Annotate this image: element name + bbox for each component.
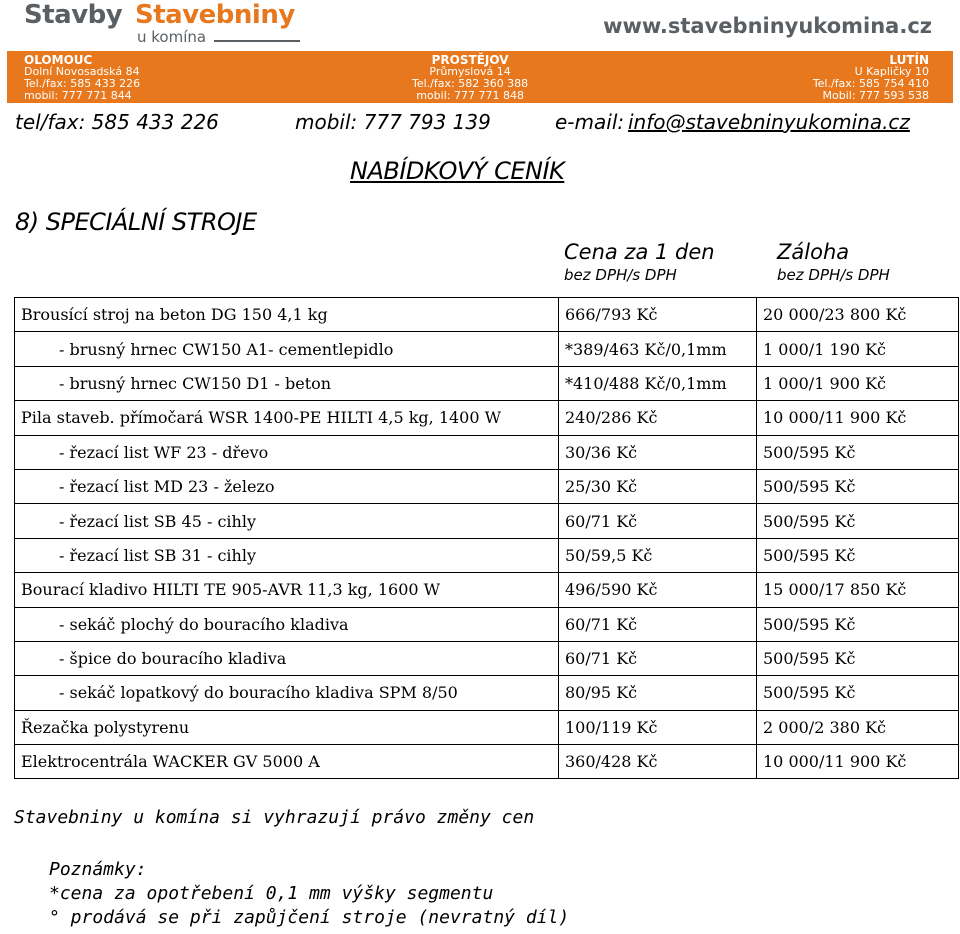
table-row xyxy=(15,641,959,675)
item-price: 60/71 Kč xyxy=(559,607,757,641)
item-deposit: 500/595 Kč xyxy=(757,641,959,675)
item-price: 100/119 Kč xyxy=(559,710,757,744)
item-deposit: 1 000/1 900 Kč xyxy=(757,366,959,400)
logo-word-stavebniny: Stavebniny xyxy=(135,0,295,30)
contact-mobile: mobil: 777 793 139 xyxy=(295,110,491,134)
item-name: Pila staveb. přímočará WSR 1400-PE HILTI 4,5 kg, 1400 W xyxy=(15,401,559,435)
branch-mobile: Mobil: 777 593 538 xyxy=(822,89,929,102)
column-header-price-main: Cena za 1 den xyxy=(564,240,715,264)
item-name: Elektrocentrála WACKER GV 5000 A xyxy=(15,745,559,779)
item-name: - sekáč plochý do bouracího kladiva xyxy=(15,607,559,641)
branch-bar xyxy=(7,51,953,103)
contact-line xyxy=(0,110,960,136)
item-deposit: 20 000/23 800 Kč xyxy=(757,298,959,332)
table-row xyxy=(15,607,959,641)
price-table xyxy=(14,297,959,779)
item-deposit: 500/595 Kč xyxy=(757,607,959,641)
item-name: - řezací list WF 23 - dřevo xyxy=(15,435,559,469)
page-title: NABÍDKOVÝ CENÍK xyxy=(350,157,565,185)
contact-email-link[interactable]: info@stavebninyukomina.cz xyxy=(628,110,910,134)
item-name: Bourací kladivo HILTI TE 905-AVR 11,3 kg, 1600 W xyxy=(15,573,559,607)
table-row xyxy=(15,504,959,538)
table-row xyxy=(15,745,959,779)
item-price: 30/36 Kč xyxy=(559,435,757,469)
contact-tel: tel/fax: 585 433 226 xyxy=(15,110,219,134)
table-row xyxy=(15,710,959,744)
item-price: 60/71 Kč xyxy=(559,641,757,675)
item-price: *389/463 Kč/0,1mm xyxy=(559,332,757,366)
branch-phone: Tel./fax: 585 754 410 xyxy=(812,77,929,90)
item-deposit: 500/595 Kč xyxy=(757,469,959,503)
branch-name: OLOMOUC xyxy=(24,53,93,67)
item-price: 360/428 Kč xyxy=(559,745,757,779)
branch-name: PROSTĚJOV xyxy=(431,53,509,67)
item-deposit: 1 000/1 190 Kč xyxy=(757,332,959,366)
item-name: - řezací list SB 31 - cihly xyxy=(15,538,559,572)
table-row xyxy=(15,401,959,435)
item-price: 50/59,5 Kč xyxy=(559,538,757,572)
item-name: - brusný hrnec CW150 D1 - beton xyxy=(15,366,559,400)
item-price: 496/590 Kč xyxy=(559,573,757,607)
notes-title: Poznámky: xyxy=(49,859,147,880)
website-url[interactable]: www.stavebninyukomina.cz xyxy=(603,14,932,38)
item-deposit: 10 000/11 900 Kč xyxy=(757,401,959,435)
notes xyxy=(49,858,569,930)
column-header-price-sub: bez DPH/s DPH xyxy=(564,266,677,284)
branch-mobile: mobil: 777 771 844 xyxy=(24,89,132,102)
branch-street: Dolní Novosadská 84 xyxy=(24,65,140,78)
item-deposit: 500/595 Kč xyxy=(757,538,959,572)
item-name: - řezací list SB 45 - cihly xyxy=(15,504,559,538)
table-row xyxy=(15,469,959,503)
branch-prostejov xyxy=(412,54,528,102)
table-row xyxy=(15,366,959,400)
item-price: *410/488 Kč/0,1mm xyxy=(559,366,757,400)
item-price: 25/30 Kč xyxy=(559,469,757,503)
branch-street: U Kapličky 10 xyxy=(854,65,929,78)
logo-subtitle: u komína xyxy=(137,28,207,46)
branch-mobile: mobil: 777 771 848 xyxy=(416,89,524,102)
item-deposit: 2 000/2 380 Kč xyxy=(757,710,959,744)
item-price: 240/286 Kč xyxy=(559,401,757,435)
item-deposit: 15 000/17 850 Kč xyxy=(757,573,959,607)
item-name: - sekáč lopatkový do bouracího kladiva SPM 8/50 xyxy=(15,676,559,710)
item-deposit: 500/595 Kč xyxy=(757,435,959,469)
table-row xyxy=(15,332,959,366)
item-name: Řezačka polystyrenu xyxy=(15,710,559,744)
item-deposit: 500/595 Kč xyxy=(757,676,959,710)
item-price: 666/793 Kč xyxy=(559,298,757,332)
table-row xyxy=(15,435,959,469)
column-header-deposit-main: Záloha xyxy=(777,240,850,264)
item-name: - špice do bouracího kladiva xyxy=(15,641,559,675)
item-price: 80/95 Kč xyxy=(559,676,757,710)
item-deposit: 500/595 Kč xyxy=(757,504,959,538)
table-row xyxy=(15,573,959,607)
column-header-deposit-sub: bez DPH/s DPH xyxy=(777,266,890,284)
item-name: Brousící stroj na beton DG 150 4,1 kg xyxy=(15,298,559,332)
company-logo xyxy=(0,0,330,48)
branch-street: Průmyslová 14 xyxy=(429,65,511,78)
column-header-deposit xyxy=(777,240,890,284)
item-name: - řezací list MD 23 - železo xyxy=(15,469,559,503)
branch-name: LUTÍN xyxy=(889,53,929,67)
table-row xyxy=(15,298,959,332)
note-wear-price: *cena za opotřebení 0,1 mm výšky segmentu xyxy=(49,883,494,904)
branch-phone: Tel./fax: 582 360 388 xyxy=(412,77,529,90)
item-price: 60/71 Kč xyxy=(559,504,757,538)
item-deposit: 10 000/11 900 Kč xyxy=(757,745,959,779)
table-row xyxy=(15,538,959,572)
item-name: - brusný hrnec CW150 A1- cementlepidlo xyxy=(15,332,559,366)
branch-lutin xyxy=(813,54,929,102)
contact-email-label: e-mail: xyxy=(555,110,625,134)
logo-underline xyxy=(214,40,300,42)
column-header-price xyxy=(564,240,715,284)
note-sold-with-rental: ° prodává se při zapůjčení stroje (nevratný díl) xyxy=(49,907,570,928)
logo-word-stavby: Stavby xyxy=(24,0,123,30)
price-change-disclaimer: Stavebniny u komína si vyhrazují právo změny cen xyxy=(14,807,535,828)
table-row xyxy=(15,676,959,710)
branch-phone: Tel./fax: 585 433 226 xyxy=(24,77,141,90)
branch-olomouc xyxy=(24,54,140,102)
section-title: 8) SPECIÁLNÍ STROJE xyxy=(15,208,257,236)
